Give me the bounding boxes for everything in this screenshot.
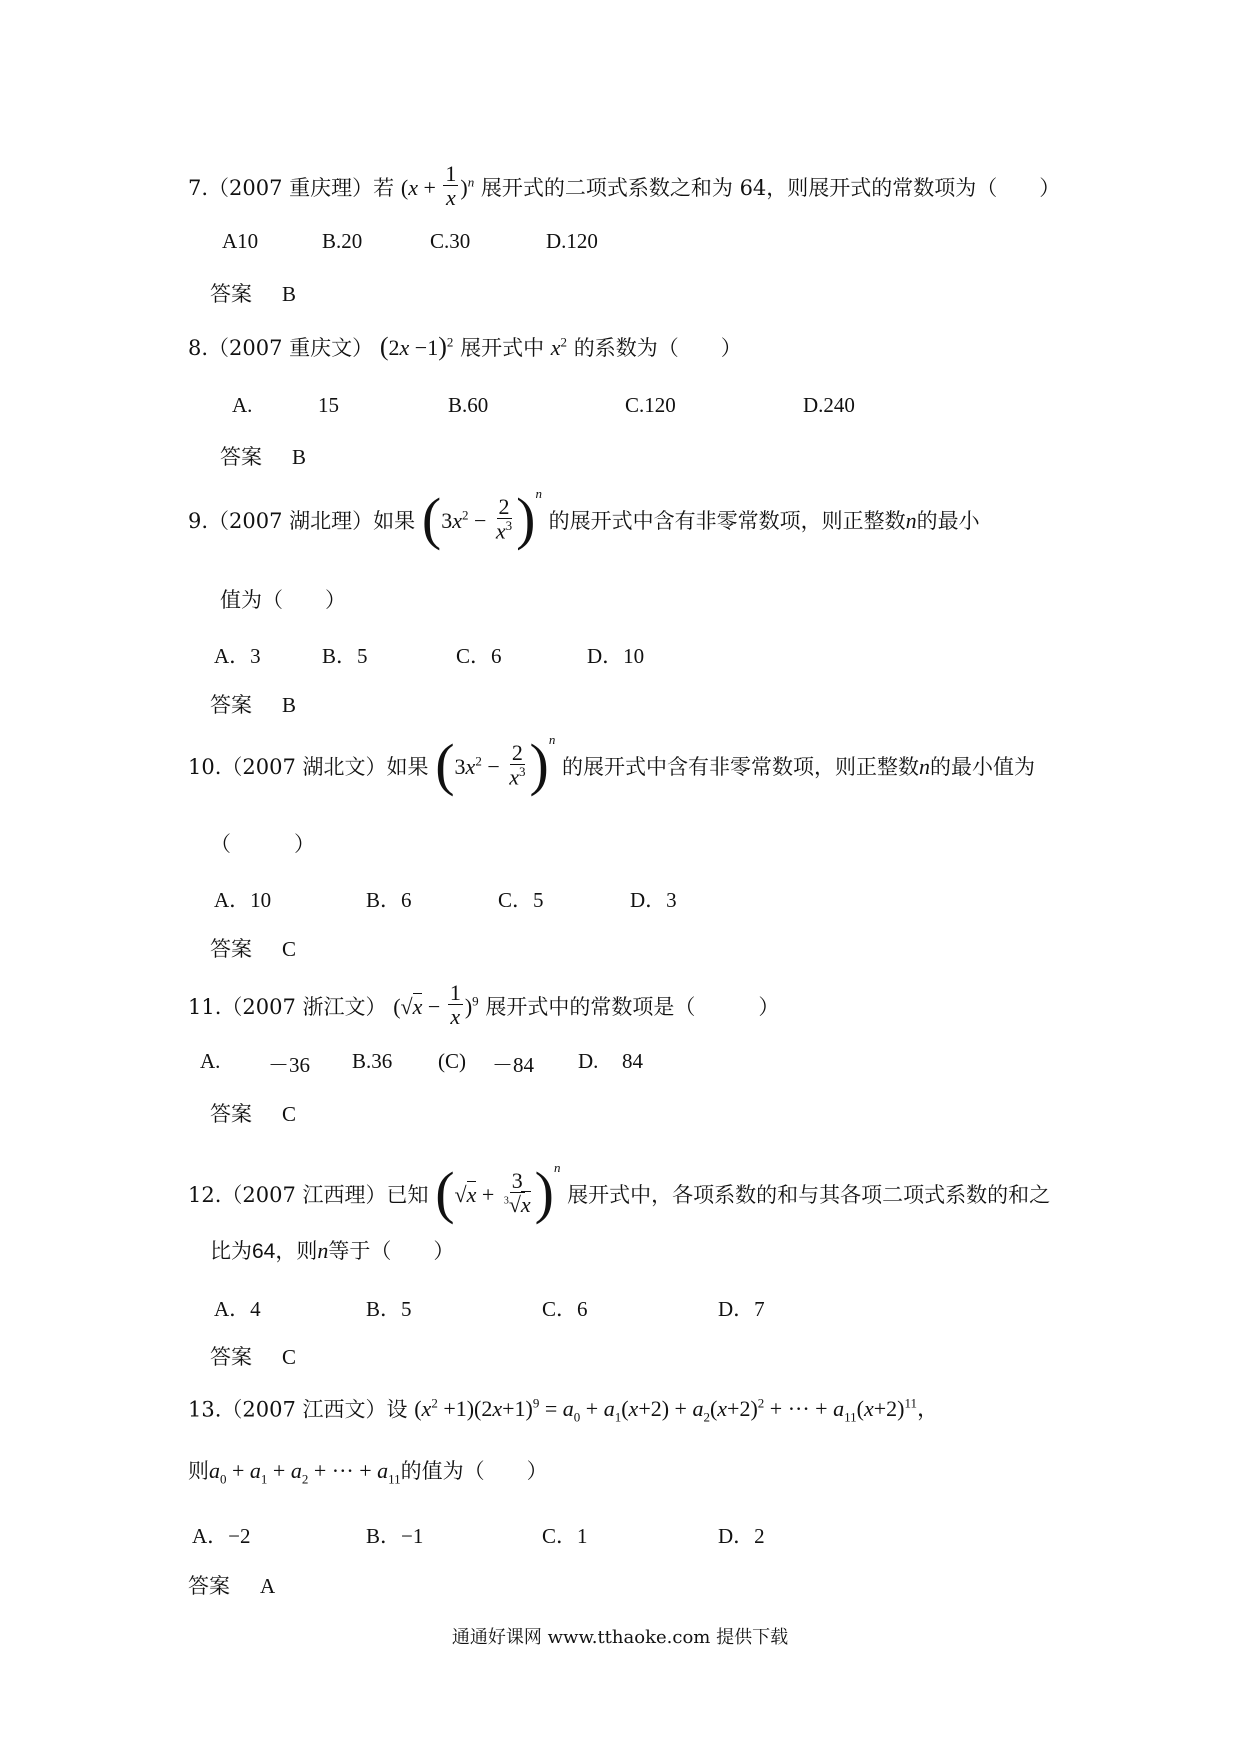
q9-formula: ($3x^2$ − $\frac{2}{x^3}$ )$^n$	[421, 485, 542, 551]
q7-option-c: C.30	[430, 229, 471, 253]
q12-option-b: B．5	[366, 1297, 412, 1321]
q11-option-c-value: －84	[492, 1053, 534, 1077]
q8-term: $x^2$	[550, 334, 568, 360]
q11-option-a: A.	[200, 1049, 221, 1073]
q11-option-d: D.	[578, 1049, 599, 1073]
q9-answer: 答案 B	[210, 693, 297, 717]
q10-answer: 答案 C	[210, 937, 297, 961]
q13-option-b: B．−1	[366, 1524, 424, 1548]
q13-formula: $(x^2 +1)(2x+1)^9 = a_0 + a_1(x+2) + a_2(x+2)^2$ + ··· + $a_{11}(x+2)^{11}$，	[414, 1396, 939, 1425]
q9-continuation: 值为（ ）	[220, 588, 346, 612]
page-footer: 通通好课网 www.tthaoke.com 提供下载	[451, 1627, 789, 1648]
question-7: 7.（2007 重庆理）若 (x + $\frac{1}{x}$ )$^n$ 展开式的二项式系数之和为 64，则展开式的常数项为（ ）	[188, 161, 1061, 211]
q8-option-d: D.240	[803, 393, 855, 417]
q10-option-c: C．5	[498, 888, 544, 912]
question-9: 9.（2007 湖北理）如果 ($3x^2$ − $\frac{2}{x^3}$ )$^n$ 的展开式中含有非零常数项，则正整数n的最小	[188, 485, 980, 551]
q8-option-c: C.120	[625, 393, 676, 417]
q13-option-c: C．1	[542, 1524, 588, 1548]
q11-formula: (√x − $\frac{1}{x}$ )$^9$	[393, 980, 479, 1030]
q11-option-a-value: －36	[268, 1053, 310, 1077]
q9-option-a: A．3	[214, 644, 261, 668]
q12-option-c: C．6	[542, 1297, 588, 1321]
question-8: 8.（2007 重庆文） $(2x -1)^2$ 展开式中 $x^2$ 的系数为（ ）	[188, 332, 742, 361]
question-12: 12.（2007 江西理）已知 (√x + $\frac{3}{^3√x}$ )$^n$ 展开式中，各项系数的和与其各项二项式系数的和之	[188, 1159, 1051, 1225]
q7-option-a: A10	[222, 229, 259, 253]
q11-option-d-value: 84	[622, 1049, 643, 1073]
q9-option-c: C．6	[456, 644, 502, 668]
q7-option-d: D.120	[546, 229, 598, 253]
q10-option-b: B．6	[366, 888, 412, 912]
q7-option-b: B.20	[322, 229, 363, 253]
q10-option-d: D．3	[630, 888, 677, 912]
q8-option-a: A.	[232, 393, 253, 417]
q10-continuation: （ ）	[210, 832, 315, 856]
q13-option-d: D．2	[718, 1524, 765, 1548]
q12-answer: 答案 C	[210, 1345, 297, 1369]
q9-option-b: B．5	[322, 644, 368, 668]
q8-answer: 答案 B	[220, 445, 307, 469]
q11-answer: 答案 C	[210, 1102, 297, 1126]
q12-option-a: A．4	[214, 1297, 261, 1321]
q12-formula: (√x + $\frac{3}{^3√x}$ )$^n$	[435, 1159, 561, 1225]
q13-option-a: A．−2	[192, 1524, 251, 1548]
question-10: 10.（2007 湖北文）如果 ($3x^2$ − $\frac{2}{x^3}$ )$^n$ 的展开式中含有非零常数项，则正整数n的最小值为	[188, 731, 1036, 797]
q8-formula: $(2x -1)^2$	[379, 332, 454, 361]
q11-option-c: (C)	[438, 1049, 466, 1073]
question-13: 13.（2007 江西文）设 $(x^2 +1)(2x+1)^9 = a_0 + a_1(x+2) + a_2(x+2)^2$ + ··· + $a_{11}(x+2)^{11}$，	[188, 1396, 939, 1425]
q9-option-d: D．10	[587, 644, 645, 668]
q12-continuation: 比为64，则n等于（ ）	[210, 1238, 455, 1263]
q13-continuation: 则$a_0 + a_1 + a_2$ + ··· + $a_{11}$的值为（ ）	[188, 1458, 548, 1487]
q8-option-b: B.60	[448, 393, 489, 417]
q10-option-a: A．10	[214, 888, 272, 912]
q11-option-b: B.36	[352, 1049, 393, 1073]
question-11: 11.（2007 浙江文） (√x − $\frac{1}{x}$ )$^9$ 展开式中的常数项是（ ）	[188, 980, 780, 1030]
q10-formula: ($3x^2$ − $\frac{2}{x^3}$ )$^n$	[435, 731, 556, 797]
q7-formula: (x + $\frac{1}{x}$ )$^n$	[400, 161, 475, 211]
q8-option-a-value: 15	[318, 393, 339, 417]
q13-answer: 答案 A	[188, 1574, 276, 1598]
q12-option-d: D．7	[718, 1297, 765, 1321]
q7-answer: 答案 B	[210, 282, 297, 306]
